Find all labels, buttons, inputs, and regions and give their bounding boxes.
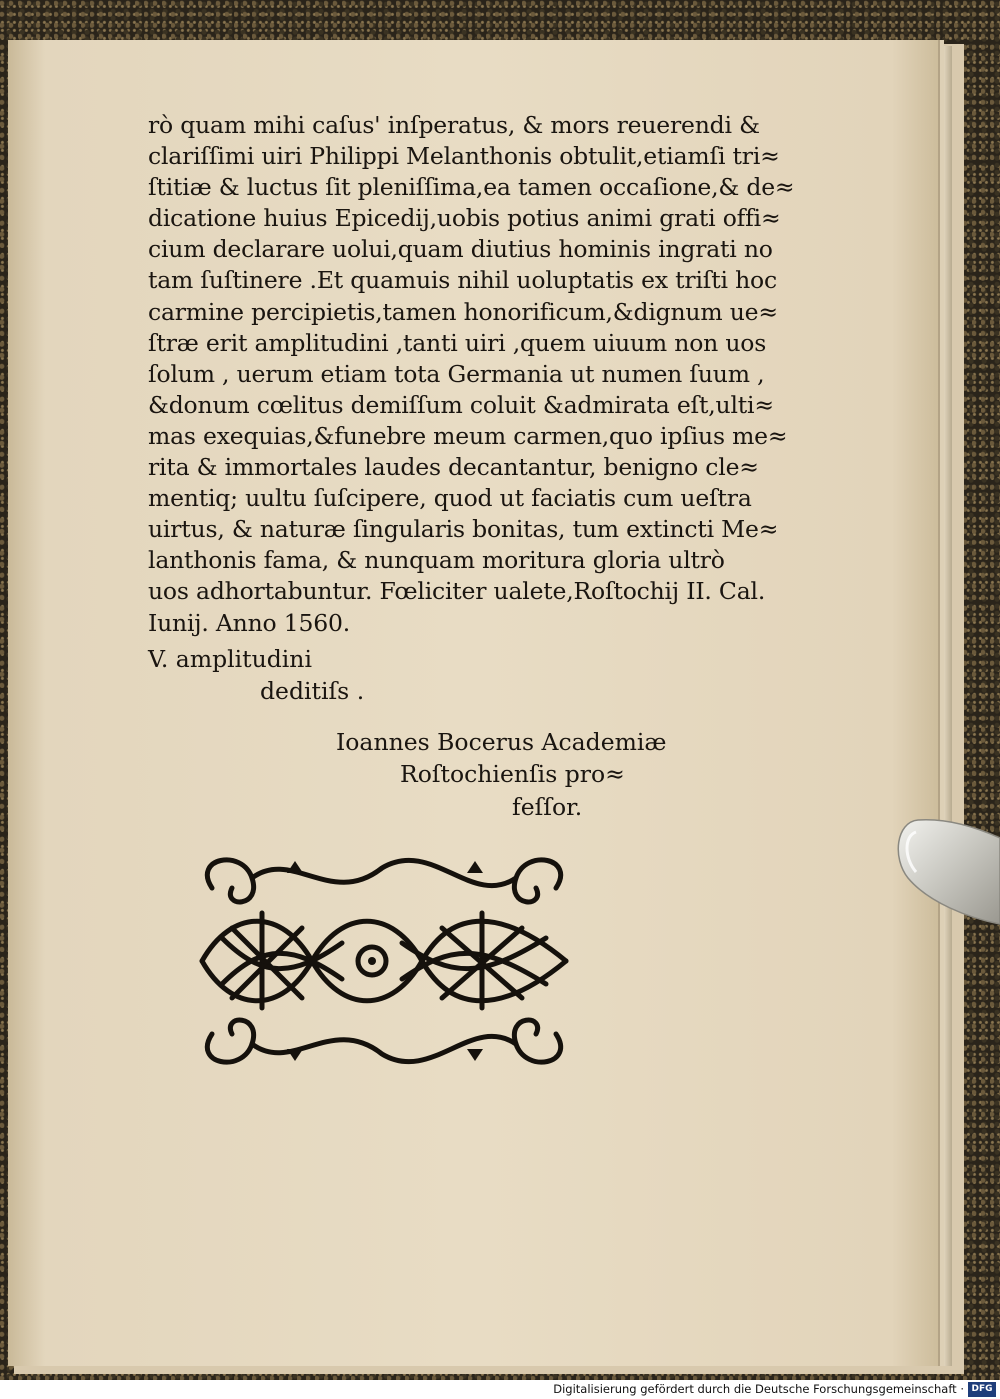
closing-devotion: deditiſs . <box>260 677 365 705</box>
text-line: rita & immortales laudes decantantur, benigno cle≈ <box>148 453 759 482</box>
text-line: dicatione huius Epicedij,uobis potius animi grati offi≈ <box>148 204 781 233</box>
text-line: ſtitiæ & luctus ſit pleniſſima,ea tamen occaſione,& de≈ <box>148 173 795 202</box>
body-text <box>148 110 795 639</box>
text-line: uirtus, & naturæ ſingularis bonitas, tum extincti Me≈ <box>148 515 779 544</box>
author-title: feſſor. <box>512 793 583 821</box>
page-fore-edge <box>938 46 952 1366</box>
funding-credit: Digitalisierung gefördert durch die Deutsche Forschungsgemeinschaft · <box>553 1382 964 1396</box>
text-line: &donum cœlitus demiſſum coluit &admirata eſt,ulti≈ <box>148 390 774 419</box>
plastic-clip-icon <box>888 818 1000 926</box>
text-line: mentiq; uultu ſuſcipere, quod ut faciatis cum ueſtra <box>148 484 752 513</box>
text-line: carmine percipietis,tamen honorificum,&dignum ue≈ <box>148 297 778 326</box>
author-name: Ioannes Bocerus Academiæ <box>336 728 667 756</box>
footer-bar <box>0 1380 1000 1399</box>
text-line: mas exequias,&funebre meum carmen,quo ipſius me≈ <box>148 421 788 450</box>
text-line: clariſſimi uiri Philippi Melanthonis obtulit,etiamſi tri≈ <box>148 142 780 171</box>
text-line: tam ſuſtinere .Et quamuis nihil uoluptatis ex triſti hoc <box>148 266 777 295</box>
text-line: ſolum , uerum etiam tota Germania ut numen ſuum , <box>148 359 765 388</box>
text-line: Iunij. Anno 1560. <box>148 608 351 637</box>
woodcut-knot-ornament-icon <box>192 848 576 1074</box>
text-line: lanthonis fama, & nunquam moritura gloria ultrò <box>148 546 725 575</box>
author-affiliation: Roſtochienſis pro≈ <box>400 760 625 788</box>
text-line: rò quam mihi caſus' inſperatus, & mors reuerendi & <box>148 111 760 139</box>
text-line: uos adhortabuntur. Fœliciter ualete,Roſtochij II. Cal. <box>148 577 766 606</box>
text-line: cium declarare uolui,quam diutius hominis ingrati no <box>148 235 773 264</box>
closing-salutation: V. amplitudini <box>148 645 312 673</box>
text-line: ſtræ erit amplitudini ,tanti uiri ,quem uiuum non uos <box>148 328 767 357</box>
dfg-logo: DFG <box>968 1382 996 1397</box>
